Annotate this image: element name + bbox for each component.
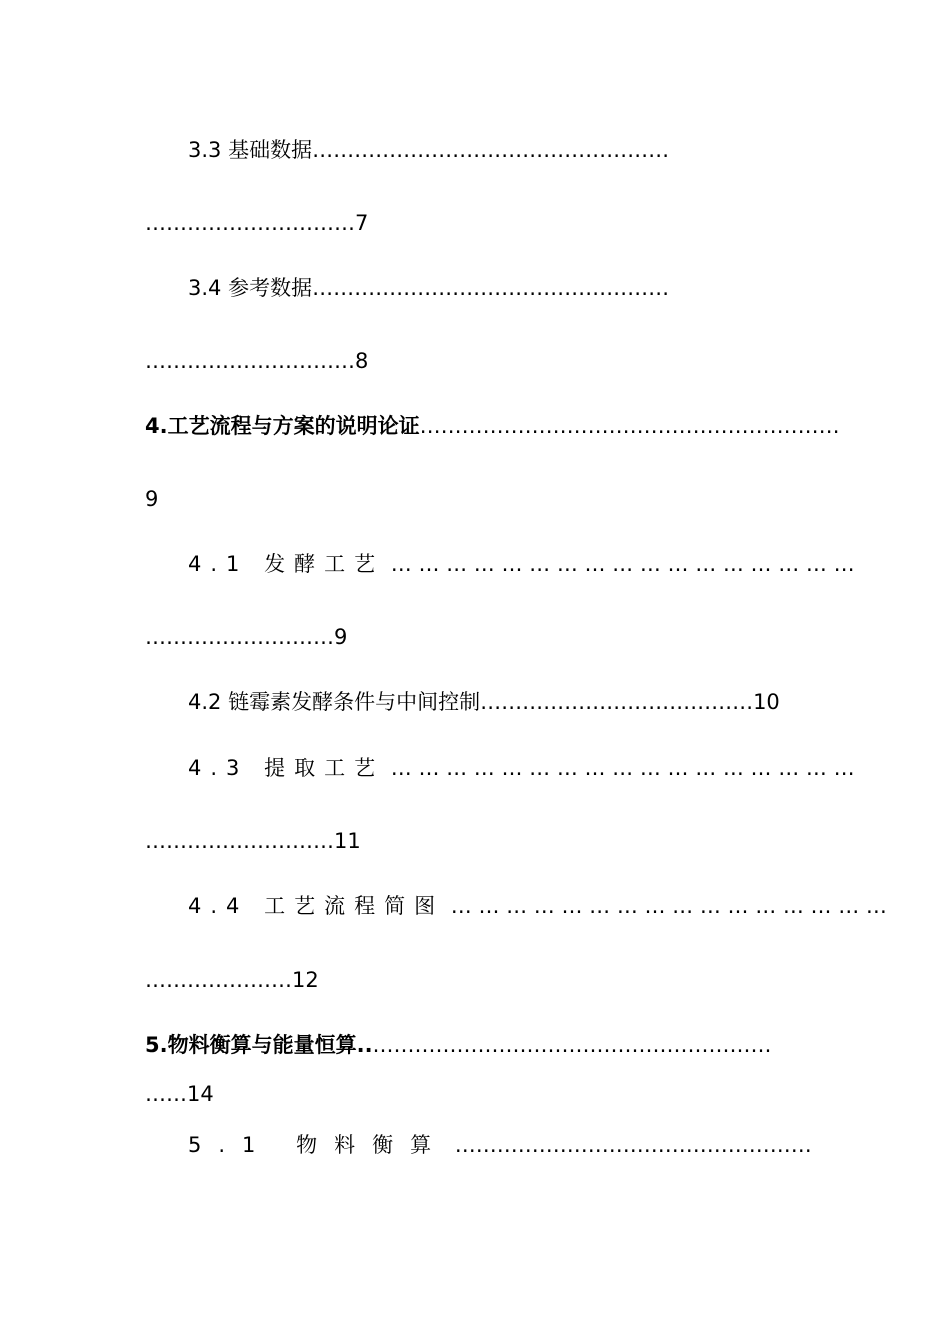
toc-entry-5-1-title: 5.1 物料衡算	[188, 1133, 449, 1157]
toc-entry-4-3-dots: … … … … … … … … … … … … … … … … …	[390, 756, 855, 780]
toc-entry-4-1	[188, 551, 855, 577]
toc-entry-4-4-page: …………………12	[145, 968, 319, 992]
toc-entry-4-1-page: ………………………9	[145, 625, 348, 649]
toc-entry-3-3: 3.3 基础数据……………………………………………	[188, 138, 670, 162]
toc-entry-3-4: 3.4 参考数据……………………………………………	[188, 276, 670, 300]
toc-entry-5-dots: …………………………………………………	[372, 1033, 772, 1057]
toc-entry-4-4-dots: … … … … … … … … … … … … … … … …	[450, 894, 887, 918]
toc-entry-5-1-dots: ……………………………………………	[454, 1133, 812, 1157]
toc-entry-5	[145, 1032, 772, 1058]
toc-entry-4-2: 4.2 链霉素发酵条件与中间控制…………………………………10	[188, 690, 780, 714]
toc-entry-5-page: ……14	[145, 1082, 214, 1106]
toc-entry-4-4	[188, 893, 887, 919]
toc-entry-4-page: 9	[145, 487, 159, 511]
toc-entry-4-dots: ……………………………………………………	[419, 414, 840, 438]
toc-entry-4-1-title: 4.1 发酵工艺	[188, 552, 385, 576]
toc-entry-4-1-dots: … … … … … … … … … … … … … … … … …	[390, 552, 855, 576]
toc-entry-3-3-page: …………………………7	[145, 211, 369, 235]
toc-entry-4-3	[188, 755, 855, 781]
toc-entry-5-1	[188, 1132, 812, 1158]
toc-entry-4-3-page: ………………………11	[145, 829, 361, 853]
toc-entry-4	[145, 413, 840, 439]
toc-entry-3-4-page: …………………………8	[145, 349, 369, 373]
toc-entry-4-3-title: 4.3 提取工艺	[188, 756, 385, 780]
toc-entry-5-title: 5.物料衡算与能量恒算..	[145, 1033, 373, 1057]
toc-entry-4-4-title: 4.4 工艺流程简图	[188, 894, 445, 918]
toc-entry-4-title: 4.工艺流程与方案的说明论证	[145, 414, 420, 438]
